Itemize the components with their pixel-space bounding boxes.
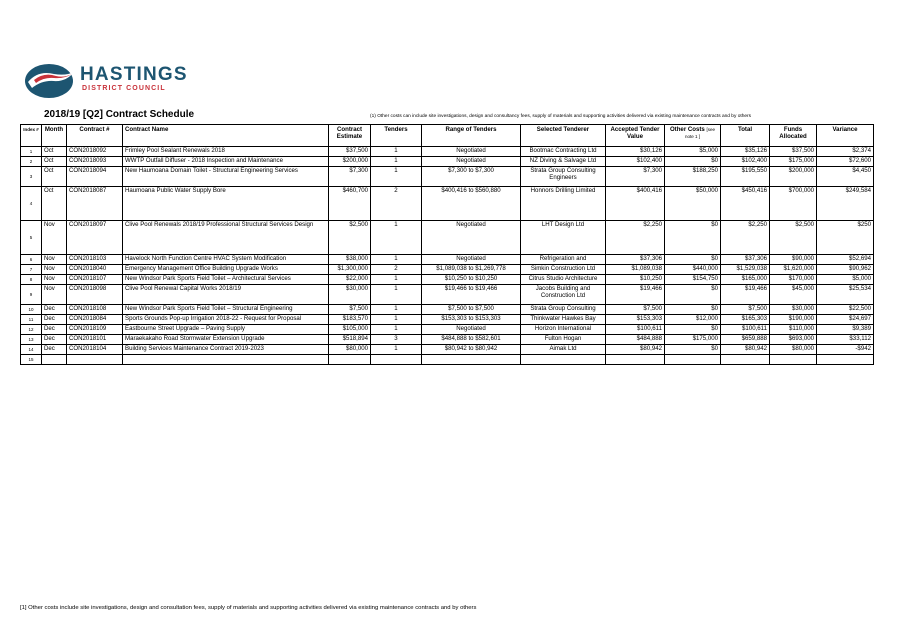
table-row	[21, 315, 874, 325]
cell-index: 4	[21, 187, 42, 221]
cell-accepted: $80,942	[606, 345, 665, 355]
table-row	[21, 285, 874, 305]
cell-estimate	[329, 355, 371, 365]
cell-accepted: $19,466	[606, 285, 665, 305]
cell-range: Negotiated	[422, 157, 521, 167]
table-row	[21, 355, 874, 365]
cell-variance: $90,962	[817, 265, 874, 275]
cell-index: 11	[21, 315, 42, 325]
cell-contract-name: Building Services Maintenance Contract 2019-2023	[123, 345, 329, 355]
cell-accepted: $100,611	[606, 325, 665, 335]
cell-tenderer: Honnors Drilling Limited	[521, 187, 606, 221]
cell-tenderer: Thinkwater Hawkes Bay	[521, 315, 606, 325]
cell-month: Oct	[42, 187, 67, 221]
col-header-month: Month	[42, 125, 67, 147]
cell-range: $7,500 to $7,500	[422, 305, 521, 315]
cell-funds: $190,000	[770, 315, 817, 325]
cell-month: Dec	[42, 325, 67, 335]
cell-tenderer: Jacobs Building and Construction Ltd	[521, 285, 606, 305]
cell-total: $80,942	[721, 345, 770, 355]
header-note: (1) Other costs can include site investigations, design and consultancy fees, supply of materials and supporting activities delivered via existing maintenance contracts and by others	[370, 114, 752, 119]
cell-index: 6	[21, 255, 42, 265]
cell-contract-no: CON2018103	[67, 255, 123, 265]
col-header-index: Index #	[21, 125, 42, 147]
cell-funds: $1,620,000	[770, 265, 817, 275]
cell-month: Oct	[42, 167, 67, 187]
cell-accepted: $30,126	[606, 147, 665, 157]
cell-contract-no: CON2018094	[67, 167, 123, 187]
table-row	[21, 345, 874, 355]
cell-other-costs: $0	[665, 255, 721, 265]
cell-tenders: 1	[371, 275, 422, 285]
col-header-contract-name: Contract Name	[123, 125, 329, 147]
col-header-funds: Funds Allocated	[770, 125, 817, 147]
table-row	[21, 325, 874, 335]
cell-tenders: 2	[371, 187, 422, 221]
cell-range: $19,466 to $19,466	[422, 285, 521, 305]
cell-variance	[817, 355, 874, 365]
col-header-tenders: Tenders	[371, 125, 422, 147]
cell-tenderer: Fulton Hogan	[521, 335, 606, 345]
table-row	[21, 167, 874, 187]
cell-other-costs: $0	[665, 345, 721, 355]
cell-total	[721, 355, 770, 365]
col-header-total: Total	[721, 125, 770, 147]
logo-name: HASTINGS	[80, 64, 188, 85]
cell-contract-name: New Windsor Park Sports Field Toilet – Structural Engineering	[123, 305, 329, 315]
cell-tenders: 1	[371, 285, 422, 305]
table-row	[21, 147, 874, 157]
cell-tenders	[371, 355, 422, 365]
cell-other-costs: $188,250	[665, 167, 721, 187]
cell-variance: $2,374	[817, 147, 874, 157]
table-row	[21, 305, 874, 315]
cell-tenderer: Bootmac Contracting Ltd	[521, 147, 606, 157]
cell-index: 15	[21, 355, 42, 365]
cell-other-costs: $0	[665, 157, 721, 167]
cell-month: Nov	[42, 265, 67, 275]
cell-range	[422, 355, 521, 365]
page-title: 2018/19 [Q2] Contract Schedule	[44, 109, 195, 120]
col-header-estimate: Contract Estimate	[329, 125, 371, 147]
other-costs-note: [see note 1 ]	[684, 127, 716, 140]
cell-range: $10,250 to $10,250	[422, 275, 521, 285]
cell-funds: $200,000	[770, 167, 817, 187]
cell-tenders: 3	[371, 335, 422, 345]
cell-index: 9	[21, 285, 42, 305]
cell-month: Oct	[42, 147, 67, 157]
cell-tenderer	[521, 355, 606, 365]
cell-other-costs: $175,000	[665, 335, 721, 345]
cell-estimate: $7,500	[329, 305, 371, 315]
cell-contract-no: CON2018108	[67, 305, 123, 315]
cell-month: Dec	[42, 335, 67, 345]
cell-index: 14	[21, 345, 42, 355]
cell-contract-no: CON2018040	[67, 265, 123, 275]
cell-other-costs: $0	[665, 305, 721, 315]
cell-month: Nov	[42, 275, 67, 285]
cell-contract-no: CON2018109	[67, 325, 123, 335]
table-row	[21, 275, 874, 285]
cell-index: 8	[21, 275, 42, 285]
cell-tenderer: NZ Diving & Salvage Ltd	[521, 157, 606, 167]
cell-contract-name: Havelock North Function Centre HVAC System Modification	[123, 255, 329, 265]
cell-other-costs	[665, 355, 721, 365]
cell-variance: -$942	[817, 345, 874, 355]
cell-funds: $110,000	[770, 325, 817, 335]
cell-variance: $24,697	[817, 315, 874, 325]
table-body	[21, 147, 874, 365]
other-costs-label: Other Costs	[669, 126, 705, 133]
cell-estimate: $38,000	[329, 255, 371, 265]
cell-estimate: $105,000	[329, 325, 371, 335]
cell-month: Nov	[42, 285, 67, 305]
cell-variance: $9,389	[817, 325, 874, 335]
col-header-accepted: Accepted Tender Value	[606, 125, 665, 147]
cell-index: 2	[21, 157, 42, 167]
cell-tenders: 1	[371, 345, 422, 355]
cell-contract-no: CON2018087	[67, 187, 123, 221]
cell-other-costs: $50,000	[665, 187, 721, 221]
cell-funds: $90,000	[770, 255, 817, 265]
table-row	[21, 187, 874, 221]
col-header-contract-no: Contract #	[67, 125, 123, 147]
cell-contract-no: CON2018092	[67, 147, 123, 157]
cell-funds: $175,000	[770, 157, 817, 167]
cell-tenderer: Refrigeration and	[521, 255, 606, 265]
cell-estimate: $7,300	[329, 167, 371, 187]
cell-other-costs: $154,750	[665, 275, 721, 285]
cell-total: $100,611	[721, 325, 770, 335]
footnote: [1] Other costs include site investigations, design and consultation fees, supply of materials and supporting activities delivered via existing maintenance contracts and by others	[20, 605, 477, 611]
cell-variance: $4,450	[817, 167, 874, 187]
cell-month: Dec	[42, 315, 67, 325]
cell-index: 3	[21, 167, 42, 187]
cell-total: $165,000	[721, 275, 770, 285]
cell-funds: $693,000	[770, 335, 817, 345]
table-row	[21, 221, 874, 255]
cell-estimate: $518,894	[329, 335, 371, 345]
table-row	[21, 265, 874, 275]
cell-contract-name: Maraekakaho Road Stormwater Extension Upgrade	[123, 335, 329, 345]
cell-variance: $250	[817, 221, 874, 255]
cell-month: Oct	[42, 157, 67, 167]
cell-tenders: 1	[371, 255, 422, 265]
cell-estimate: $183,570	[329, 315, 371, 325]
contract-schedule-table	[20, 124, 874, 365]
cell-contract-name: Sports Grounds Pop-up Irrigation 2018-22 - Request for Proposal	[123, 315, 329, 325]
cell-contract-no: CON2018101	[67, 335, 123, 345]
cell-range: $153,303 to $153,303	[422, 315, 521, 325]
cell-tenderer: Strata Group Consulting Engineers	[521, 167, 606, 187]
cell-funds	[770, 355, 817, 365]
cell-tenders: 1	[371, 157, 422, 167]
col-header-range: Range of Tenders	[422, 125, 521, 147]
col-header-variance: Variance	[817, 125, 874, 147]
cell-funds: $170,000	[770, 275, 817, 285]
cell-month: Dec	[42, 345, 67, 355]
cell-tenders: 1	[371, 221, 422, 255]
cell-total: $7,500	[721, 305, 770, 315]
cell-index: 7	[21, 265, 42, 275]
cell-contract-name: WWTP Outfall Diffuser - 2018 Inspection and Maintenance	[123, 157, 329, 167]
council-emblem-icon	[24, 62, 76, 100]
cell-contract-no: CON2018084	[67, 315, 123, 325]
cell-tenders: 1	[371, 147, 422, 157]
cell-contract-no	[67, 355, 123, 365]
cell-index: 1	[21, 147, 42, 157]
cell-contract-name: Frimley Pool Sealant Renewals 2018	[123, 147, 329, 157]
cell-tenders: 2	[371, 265, 422, 275]
cell-contract-name: New Windsor Park Sports Field Toilet – Architectural Services	[123, 275, 329, 285]
col-header-tenderer: Selected Tenderer	[521, 125, 606, 147]
table-row	[21, 335, 874, 345]
cell-contract-name: Clive Pool Renewal Capital Works 2018/19	[123, 285, 329, 305]
cell-range: Negotiated	[422, 147, 521, 157]
cell-range: $7,300 to $7,300	[422, 167, 521, 187]
cell-contract-name: New Haumoana Domain Toilet - Structural Engineering Services	[123, 167, 329, 187]
cell-other-costs: $440,000	[665, 265, 721, 275]
cell-accepted: $2,250	[606, 221, 665, 255]
cell-estimate: $30,000	[329, 285, 371, 305]
cell-tenders: 1	[371, 305, 422, 315]
cell-index: 12	[21, 325, 42, 335]
cell-total: $2,250	[721, 221, 770, 255]
cell-total: $1,529,038	[721, 265, 770, 275]
cell-variance: $33,112	[817, 335, 874, 345]
cell-total: $102,400	[721, 157, 770, 167]
cell-variance: $249,584	[817, 187, 874, 221]
cell-month	[42, 355, 67, 365]
cell-month: Nov	[42, 221, 67, 255]
cell-tenderer: Simkin Construction Ltd	[521, 265, 606, 275]
cell-variance: $25,534	[817, 285, 874, 305]
cell-accepted: $1,089,038	[606, 265, 665, 275]
cell-tenders: 1	[371, 167, 422, 187]
cell-funds: $2,500	[770, 221, 817, 255]
cell-accepted: $102,400	[606, 157, 665, 167]
cell-funds: $80,000	[770, 345, 817, 355]
cell-estimate: $200,000	[329, 157, 371, 167]
cell-funds: $700,000	[770, 187, 817, 221]
cell-contract-no: CON2018104	[67, 345, 123, 355]
table-row	[21, 157, 874, 167]
cell-range: Negotiated	[422, 255, 521, 265]
cell-contract-name: Eastbourne Street Upgrade – Paving Supply	[123, 325, 329, 335]
cell-range: $484,888 to $582,601	[422, 335, 521, 345]
cell-funds: $30,000	[770, 305, 817, 315]
cell-tenders: 1	[371, 325, 422, 335]
table-row	[21, 255, 874, 265]
cell-funds: $45,000	[770, 285, 817, 305]
cell-contract-no: CON2018097	[67, 221, 123, 255]
cell-tenders: 1	[371, 315, 422, 325]
cell-accepted: $7,300	[606, 167, 665, 187]
cell-accepted: $7,500	[606, 305, 665, 315]
cell-tenderer: LHT Design Ltd	[521, 221, 606, 255]
cell-funds: $37,500	[770, 147, 817, 157]
cell-other-costs: $0	[665, 285, 721, 305]
cell-contract-no: CON2018093	[67, 157, 123, 167]
cell-total: $659,888	[721, 335, 770, 345]
cell-index: 5	[21, 221, 42, 255]
cell-contract-name	[123, 355, 329, 365]
cell-estimate: $22,000	[329, 275, 371, 285]
cell-range: Negotiated	[422, 221, 521, 255]
cell-range: $80,942 to $80,942	[422, 345, 521, 355]
cell-tenderer: Horizon International	[521, 325, 606, 335]
cell-contract-name: Emergency Management Office Building Upgrade Works	[123, 265, 329, 275]
cell-other-costs: $5,000	[665, 147, 721, 157]
cell-estimate: $1,300,000	[329, 265, 371, 275]
cell-contract-name: Haumoana Public Water Supply Bore	[123, 187, 329, 221]
cell-range: $1,089,038 to $1,269,778	[422, 265, 521, 275]
cell-total: $37,306	[721, 255, 770, 265]
cell-range: $400,416 to $560,880	[422, 187, 521, 221]
cell-contract-no: CON2018107	[67, 275, 123, 285]
cell-estimate: $37,500	[329, 147, 371, 157]
cell-total: $165,303	[721, 315, 770, 325]
cell-estimate: $80,000	[329, 345, 371, 355]
table-header-row	[21, 125, 874, 147]
cell-estimate: $2,500	[329, 221, 371, 255]
cell-accepted: $37,306	[606, 255, 665, 265]
cell-month: Nov	[42, 255, 67, 265]
cell-total: $19,466	[721, 285, 770, 305]
cell-tenderer: Aimak Ltd	[521, 345, 606, 355]
col-header-other-costs	[665, 125, 721, 147]
cell-total: $35,126	[721, 147, 770, 157]
cell-accepted: $153,303	[606, 315, 665, 325]
cell-variance: $22,500	[817, 305, 874, 315]
cell-variance: $52,694	[817, 255, 874, 265]
cell-accepted	[606, 355, 665, 365]
cell-other-costs: $0	[665, 325, 721, 335]
council-logo	[24, 60, 204, 104]
cell-total: $195,550	[721, 167, 770, 187]
cell-index: 13	[21, 335, 42, 345]
cell-estimate: $460,700	[329, 187, 371, 221]
cell-accepted: $484,888	[606, 335, 665, 345]
cell-other-costs: $12,000	[665, 315, 721, 325]
cell-index: 10	[21, 305, 42, 315]
cell-total: $450,416	[721, 187, 770, 221]
cell-month: Dec	[42, 305, 67, 315]
cell-variance: $5,000	[817, 275, 874, 285]
cell-accepted: $400,416	[606, 187, 665, 221]
cell-tenderer: Strata Group Consulting	[521, 305, 606, 315]
cell-range: Negotiated	[422, 325, 521, 335]
cell-contract-name: Clive Pool Renewals 2018/19 Professional Structural Services Design	[123, 221, 329, 255]
cell-contract-no: CON2018098	[67, 285, 123, 305]
cell-accepted: $10,250	[606, 275, 665, 285]
logo-subtitle: DISTRICT COUNCIL	[82, 85, 166, 92]
cell-variance: $72,600	[817, 157, 874, 167]
cell-other-costs: $0	[665, 221, 721, 255]
cell-tenderer: Citrus Studio Architecture	[521, 275, 606, 285]
